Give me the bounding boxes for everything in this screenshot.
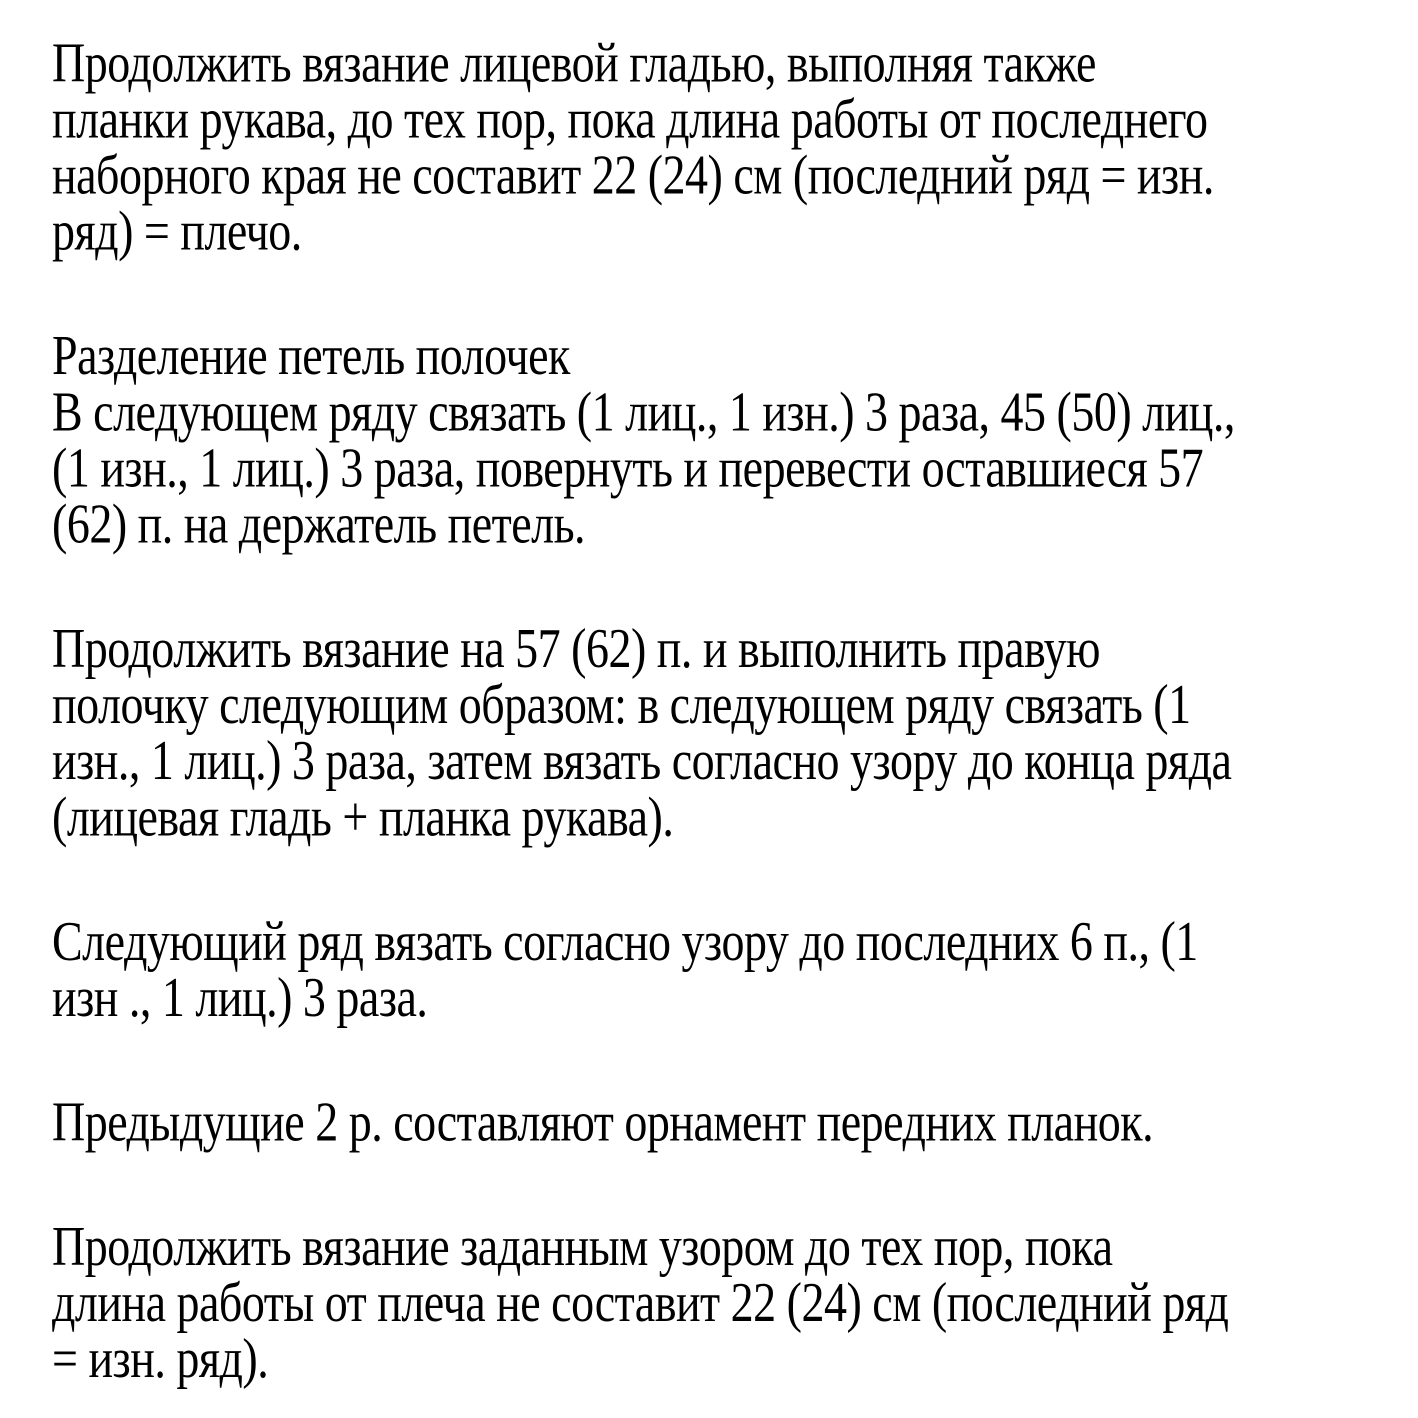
text-line: Следующий ряд вязать согласно узору до последних 6 п., (1 bbox=[52, 909, 1198, 972]
document-body bbox=[52, 31, 1368, 1390]
text-line: В следующем ряду связать (1 лиц., 1 изн.) 3 раза, 45 (50) лиц., bbox=[52, 380, 1235, 443]
text-line: = изн. ряд). bbox=[52, 1326, 269, 1390]
text-line: (1 изн., 1 лиц.) 3 раза, повернуть и перевести оставшиеся 57 bbox=[52, 436, 1204, 499]
paragraph bbox=[52, 324, 1368, 555]
text-line: ряд) = плечо. bbox=[52, 199, 302, 262]
text-line: (62) п. на держатель петель. bbox=[52, 492, 586, 555]
paragraph bbox=[52, 616, 1368, 848]
text-line: полочку следующим образом: в следующем ряду связать (1 bbox=[52, 673, 1191, 736]
text-line: длина работы от плеча не составит 22 (24) см (последний ряд bbox=[52, 1270, 1229, 1334]
text-line: Разделение петель полочек bbox=[52, 324, 570, 387]
text-line: Предыдущие 2 р. составляют орнамент передних планок. bbox=[52, 1090, 1154, 1153]
paragraph bbox=[52, 1090, 1368, 1153]
text-line: наборного края не составит 22 (24) см (последний ряд = изн. bbox=[52, 143, 1214, 206]
text-line: изн ., 1 лиц.) 3 раза. bbox=[52, 965, 428, 1029]
text-line: изн., 1 лиц.) 3 раза, затем вязать согласно узору до конца ряда bbox=[52, 729, 1232, 792]
text-line: Продолжить вязание заданным узором до тех пор, пока bbox=[52, 1214, 1113, 1277]
text-line: планки рукава, до тех пор, пока длина работы от последнего bbox=[52, 87, 1208, 150]
paragraph bbox=[52, 909, 1368, 1029]
paragraph bbox=[52, 31, 1368, 262]
paragraph bbox=[52, 1214, 1368, 1390]
text-line: Продолжить вязание лицевой гладью, выполняя также bbox=[52, 31, 1096, 94]
text-line: (лицевая гладь + планка рукава). bbox=[52, 785, 674, 848]
text-line: Продолжить вязание на 57 (62) п. и выполнить правую bbox=[52, 616, 1100, 680]
